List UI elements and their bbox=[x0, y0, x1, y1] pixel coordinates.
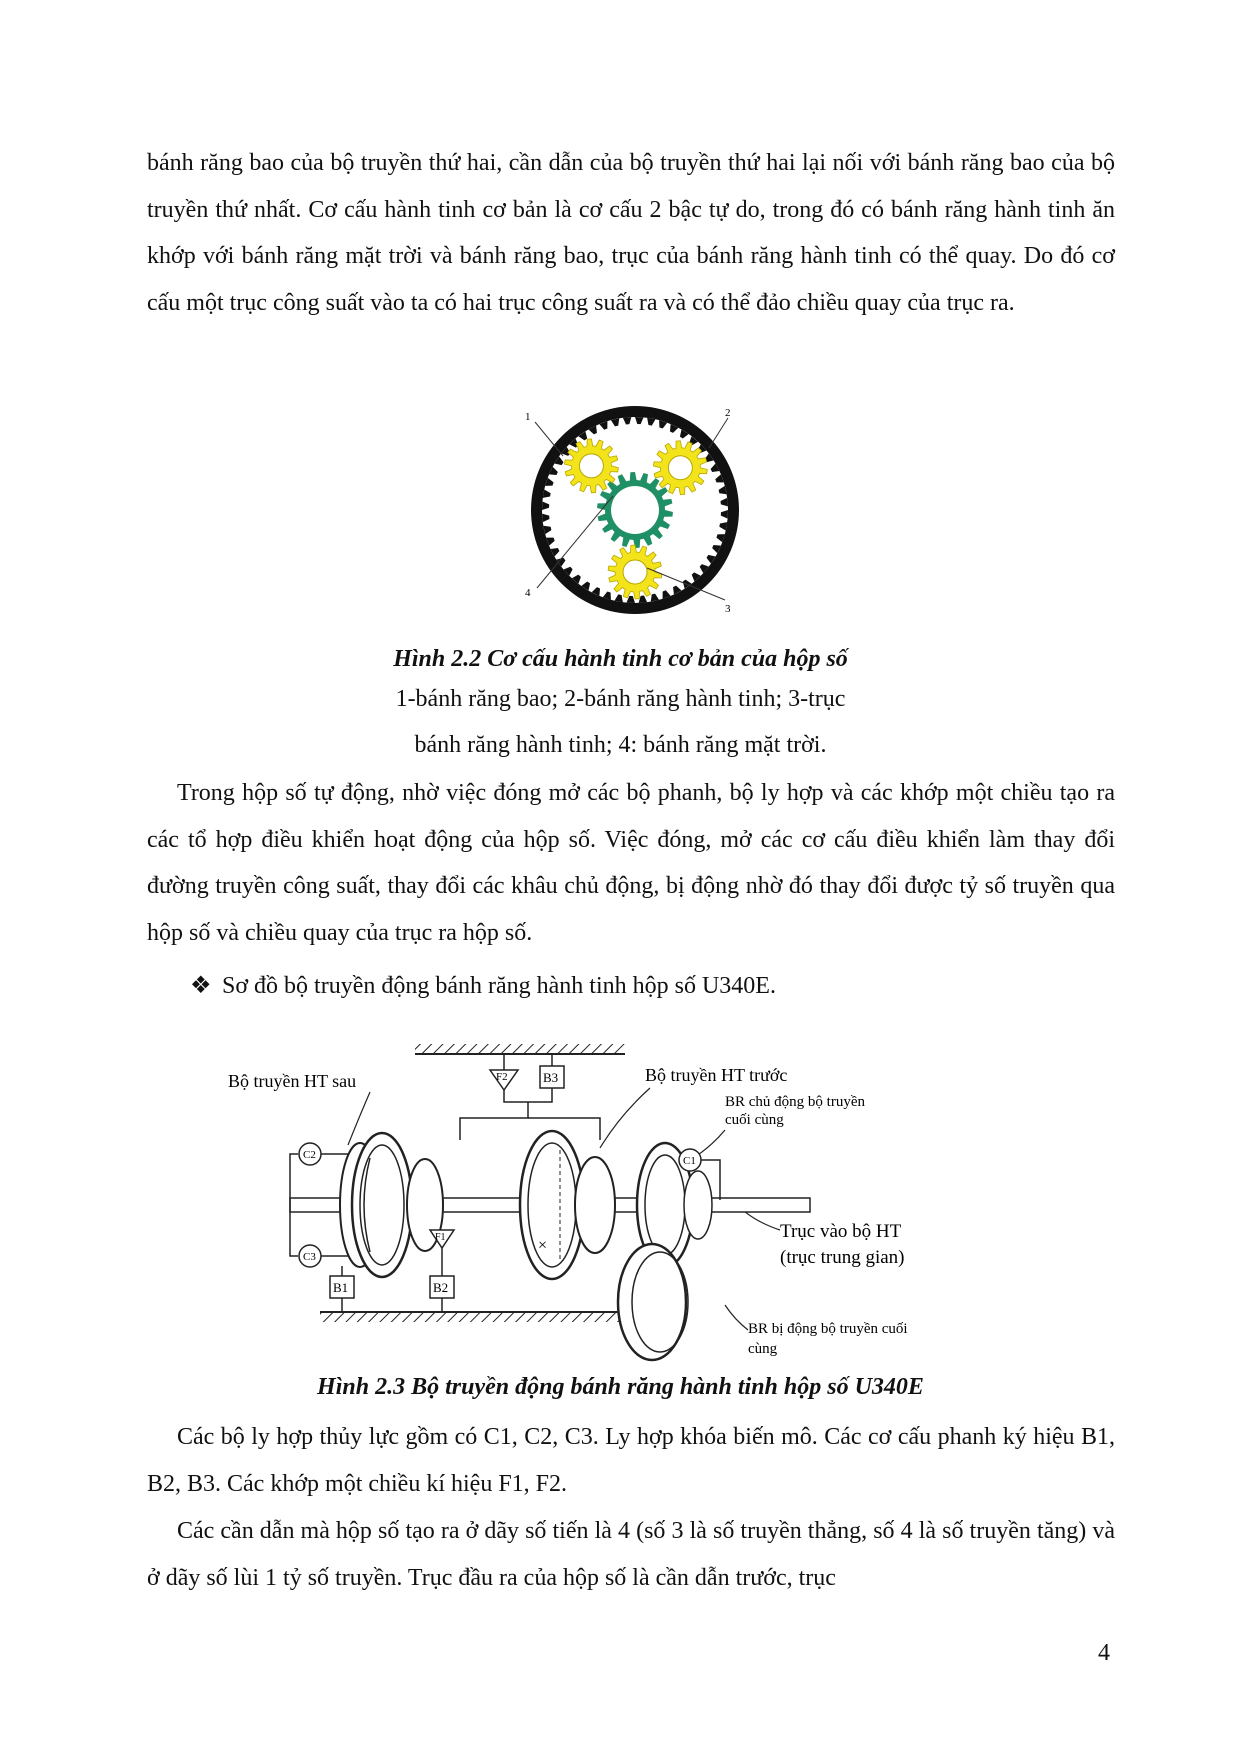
driven-gear-label-2: cùng bbox=[748, 1341, 778, 1357]
b1-label: B1 bbox=[333, 1280, 349, 1295]
ground-bottom bbox=[320, 1312, 630, 1322]
diamond-bullet-icon: ❖ bbox=[190, 973, 212, 999]
c2-label: C2 bbox=[303, 1149, 316, 1161]
rear-ring-gear bbox=[352, 1133, 412, 1277]
f2-label: F2 bbox=[496, 1071, 508, 1083]
ground-top bbox=[415, 1044, 625, 1054]
bullet-item bbox=[190, 963, 776, 1010]
paragraph-4: Các cần dẫn mà hộp số tạo ra ở dãy số tiến là 4 (số 3 là số truyền thẳng, số 4 là số truyền tăng) và ở dãy số lùi 1 tỷ số truyền. Trục đầu ra của hộp số là cần dẫn trước, trục bbox=[147, 1518, 1115, 1591]
figure-2-2-legend-line-2: bánh răng hành tinh; 4: bánh răng mặt trời. bbox=[414, 732, 827, 758]
input-shaft-label-2: (trục trung gian) bbox=[780, 1247, 905, 1268]
input-shaft-label-1: Trục vào bộ HT bbox=[780, 1221, 902, 1242]
page-number: 4 bbox=[1098, 1640, 1110, 1666]
gear-label-3: 3 bbox=[725, 603, 731, 615]
bullet-text: Sơ đồ bộ truyền động bánh răng hành tinh hộp số U340E. bbox=[222, 973, 776, 999]
c1-label: C1 bbox=[683, 1155, 696, 1167]
paragraph-1: bánh răng bao của bộ truyền thứ hai, cần dẫn của bộ truyền thứ hai lại nối với bánh răng bao của bộ truyền thứ nhất. Cơ cấu hành tinh cơ bản là cơ cấu 2 bậc tự do, trong đó có bánh răng hành tinh ăn khớp với bánh răng mặt trời và bánh răng bao, trục của bánh răng hành tinh có thể quay. Do đó cơ cấu một trục công suất vào ta có hai trục công suất ra và có thể đảo chiều quay của trục ra. bbox=[147, 150, 1115, 316]
u340e-gear-schematic bbox=[220, 1040, 960, 1370]
paragraph-2: Trong hộp số tự động, nhờ việc đóng mở các bộ phanh, bộ ly hợp và các khớp một chiều tạo ra các tổ hợp điều khiển hoạt động của hộp số. Việc đóng, mở các cơ cấu điều khiển làm thay đổi đường truyền công suất, thay đổi các khâu chủ động, bị động nhờ đó thay đổi được tỷ số truyền qua hộp số và chiều quay của trục ra hộp số. bbox=[147, 780, 1115, 946]
rear-planetary-label: Bộ truyền HT sau bbox=[228, 1071, 357, 1091]
driven-gear-label-1: BR bị động bộ truyền cuối bbox=[748, 1321, 908, 1337]
gear-label-4: 4 bbox=[525, 587, 531, 599]
gear-label-2: 2 bbox=[725, 407, 731, 419]
drive-gear-label-2: cuối cùng bbox=[725, 1112, 784, 1128]
figure-2-2-legend-line-1: 1-bánh răng bao; 2-bánh răng hành tinh; 3-trục bbox=[395, 686, 846, 712]
paragraph-3: Các bộ ly hợp thủy lực gồm có C1, C2, C3. Ly hợp khóa biến mô. Các cơ cấu phanh ký hiệu B1, B2, B3. Các khớp một chiều kí hiệu F1, F2. bbox=[147, 1424, 1115, 1497]
drive-gear-label-1: BR chủ động bộ truyền bbox=[725, 1094, 865, 1110]
gear-label-1: 1 bbox=[525, 411, 531, 423]
c3-label: C3 bbox=[303, 1251, 316, 1263]
figure-2-2-caption: Hình 2.2 Cơ cấu hành tinh cơ bản của hộp số bbox=[393, 646, 848, 672]
front-planetary-label: Bộ truyền HT trước bbox=[645, 1065, 788, 1085]
front-sun-gear bbox=[575, 1157, 615, 1253]
b3-label: B3 bbox=[543, 1070, 559, 1085]
f1-label: F1 bbox=[435, 1232, 446, 1243]
figure-2-3-caption: Hình 2.3 Bộ truyền động bánh răng hành tinh hộp số U340E bbox=[317, 1374, 924, 1400]
b2-label: B2 bbox=[433, 1280, 449, 1295]
planetary-gear-figure bbox=[525, 400, 745, 620]
x-mark: × bbox=[538, 1237, 548, 1254]
